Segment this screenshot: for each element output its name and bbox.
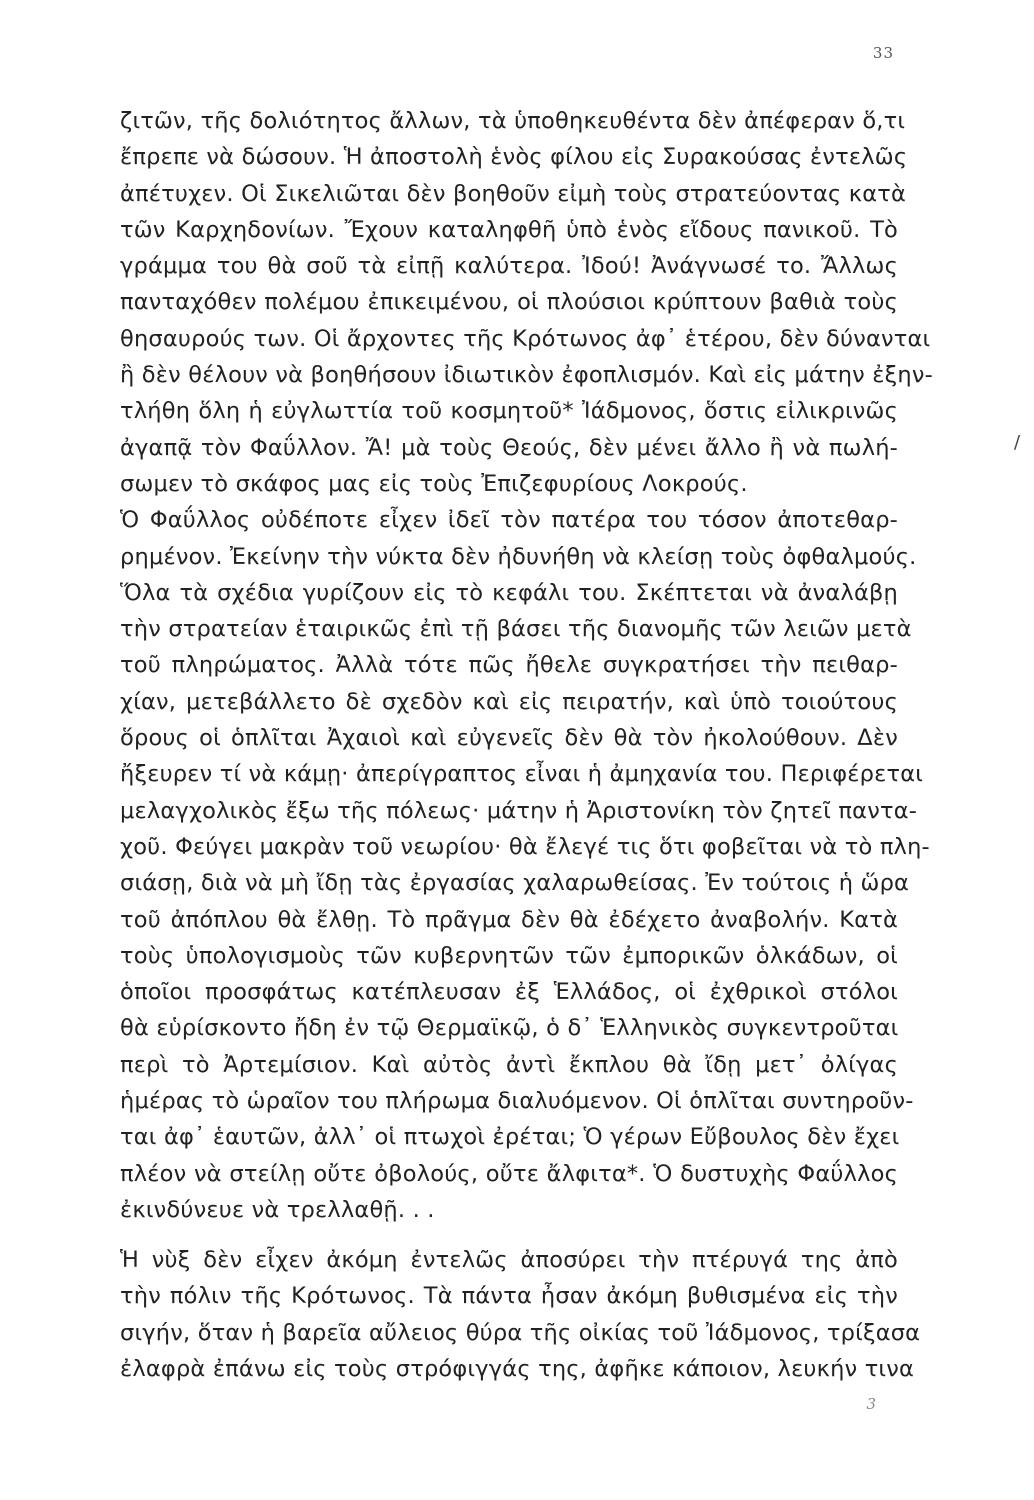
text-line: χίαν, μετεβάλλετο δὲ σχεδὸν καὶ εἰς πειρατήν, καὶ ὑπὸ τοιούτους <box>120 688 898 715</box>
text-line: ἀπέτυχεν. Οἱ Σικελιῶται δὲν βοηθοῦν εἰμὴ τοὺς στρατεύοντας κατὰ <box>120 180 907 207</box>
paragraph-3 <box>120 1242 921 1387</box>
text-line: πανταχόθεν πολέμου ἐπικειμένου, οἱ πλούσιοι κρύπτουν βαθιὰ τοὺς <box>120 289 898 316</box>
text-line: πλέον νὰ στείλῃ οὔτε ὀβολούς, οὔτε ἄλφιτα*. Ὁ δυστυχὴς Φαΰλλος <box>120 1160 898 1187</box>
page-number: 33 <box>872 44 894 62</box>
text-line: ἐλαφρὰ ἐπάνω εἰς τοὺς στρόφιγγάς της, ἀφῆκε κάποιον, λευκήν τινα <box>120 1355 915 1382</box>
text-line: σωμεν τὸ σκάφος μας εἰς τοὺς Ἐπιζεφυρίους Λοκρούς. <box>120 470 748 497</box>
text-line: ἡμέρας τὸ ὡραῖον του πλήρωμα διαλυόμενον. Οἱ ὁπλῖται συντηροῦν- <box>120 1088 914 1115</box>
text-line: ρημένον. Ἐκείνην τὴν νύκτα δὲν ἠδυνήθη νὰ κλείσῃ τοὺς ὀφθαλμούς. <box>120 543 917 570</box>
text-line: ἐκινδύνευε νὰ τρελλαθῇ. . . <box>120 1196 435 1223</box>
text-line: ἢ δὲν θέλουν νὰ βοηθήσουν ἰδιωτικὸν ἐφοπλισμόν. Καὶ εἰς μάτην ἐξην- <box>120 362 933 389</box>
text-line: χοῦ. Φεύγει μακρὰν τοῦ νεωρίου· θὰ ἔλεγέ τις ὅτι φοβεῖται νὰ τὸ πλη- <box>120 833 930 860</box>
text-line: ται ἀφ᾽ ἑαυτῶν, ἀλλ᾽ οἱ πτωχοὶ ἐρέται; Ὁ γέρων Εὔβουλος δὲν ἔχει <box>120 1124 900 1151</box>
text-line: τλήθη ὅλη ἡ εὐγλωττία τοῦ κοσμητοῦ* Ἰάδμονος, ὅστις εἰλικρινῶς <box>120 398 898 425</box>
signature-mark: 3 <box>866 1395 876 1413</box>
paragraph-2 <box>120 502 930 1228</box>
text-line: ἤξευρεν τί νὰ κάμῃ· ἀπερίγραπτος εἶναι ἡ ἀμηχανία του. Περιφέρεται <box>120 761 924 788</box>
text-line: Ἡ νὺξ δὲν εἶχεν ἀκόμη ἐντελῶς ἀποσύρει τὴν πτέρυγά της ἀπὸ <box>120 1247 898 1273</box>
text-line: τοὺς ὑπολογισμοὺς τῶν κυβερνητῶν τῶν ἐμπορικῶν ὁλκάδων, οἱ <box>120 942 898 969</box>
text-line: τοῦ ἀπόπλου θὰ ἔλθῃ. Τὸ πρᾶγμα δὲν θὰ ἐδέχετο ἀναβολήν. Κατὰ <box>120 906 898 933</box>
text-line: σιάσῃ, διὰ νὰ μὴ ἴδῃ τὰς ἐργασίας χαλαρωθείσας. Ἐν τούτοις ἡ ὥρα <box>120 870 910 897</box>
text-line: σιγήν, ὅταν ἡ βαρεῖα αὔλειος θύρα τῆς οἰκίας τοῦ Ἰάδμονος, τρίξασα <box>120 1319 921 1346</box>
text-line: ὁποῖοι προσφάτως κατέπλευσαν ἐξ Ἑλλάδος, οἱ ἐχθρικοὶ στόλοι <box>120 979 898 1006</box>
text-line: τοῦ πληρώματος. Ἀλλὰ τότε πῶς ἤθελε συγκρατήσει τὴν πειθαρ- <box>120 652 898 679</box>
text-line: τῶν Καρχηδονίων. Ἔχουν καταληφθῆ ὑπὸ ἑνὸς εἴδους πανικοῦ. Τὸ <box>120 216 898 243</box>
text-line: περὶ τὸ Ἀρτεμίσιον. Καὶ αὐτὸς ἀντὶ ἔκπλου θὰ ἴδῃ μετ᾽ ὀλίγας <box>120 1051 898 1078</box>
paragraph-1 <box>120 103 933 502</box>
text-line: ὅρους οἱ ὁπλῖται Ἀχαιοὶ καὶ εὐγενεῖς δὲν θὰ τὸν ἠκολούθουν. Δὲν <box>120 725 898 752</box>
text-line: Ὁ Φαΰλλος οὐδέποτε εἶχεν ἰδεῖ τὸν πατέρα του τόσον ἀποτεθαρ- <box>120 507 898 534</box>
text-line: ζιτῶν, τῆς δολιότητος ἄλλων, τὰ ὑποθηκευθέντα δὲν ἀπέφεραν ὅ,τι <box>120 108 906 134</box>
text-line: μελαγχολικὸς ἔξω τῆς πόλεως· μάτην ἡ Ἀριστονίκη τὸν ζητεῖ παντα- <box>120 797 918 824</box>
text-line: ἔπρεπε νὰ δώσουν. Ἡ ἀποστολὴ ἑνὸς φίλου εἰς Συρακούσας ἐντελῶς <box>120 144 908 171</box>
margin-mark: / <box>1014 432 1021 453</box>
section-text <box>120 1242 921 1387</box>
text-line: τὴν στρατείαν ἑταιρικῶς ἐπὶ τῇ βάσει τῆς διανομῆς τῶν λειῶν μετὰ <box>120 616 912 643</box>
text-line: θὰ εὑρίσκοντο ἤδη ἐν τῷ Θερμαϊκῷ, ὁ δ᾽ Ἑλληνικὸς συγκεντροῦται <box>120 1015 899 1042</box>
text-line: τὴν πόλιν τῆς Κρότωνος. Τὰ πάντα ἦσαν ἀκόμη βυθισμένα εἰς τὴν <box>120 1283 898 1310</box>
main-text <box>120 103 933 1228</box>
text-line: γράμμα του θὰ σοῦ τὰ εἰπῇ καλύτερα. Ἰδού! Ἀνάγνωσέ το. Ἄλλως <box>120 253 898 280</box>
text-line: ἀγαπᾷ τὸν Φαΰλλον. Ἄ! μὰ τοὺς Θεούς, δὲν μένει ἄλλο ἢ νὰ πωλή- <box>120 434 898 461</box>
text-line: Ὅλα τὰ σχέδια γυρίζουν εἰς τὸ κεφάλι του. Σκέπτεται νὰ ἀναλάβῃ <box>120 579 898 606</box>
text-line: θησαυρούς των. Οἱ ἄρχοντες τῆς Κρότωνος ἀφ᾽ ἑτέρου, δὲν δύνανται <box>120 325 931 352</box>
